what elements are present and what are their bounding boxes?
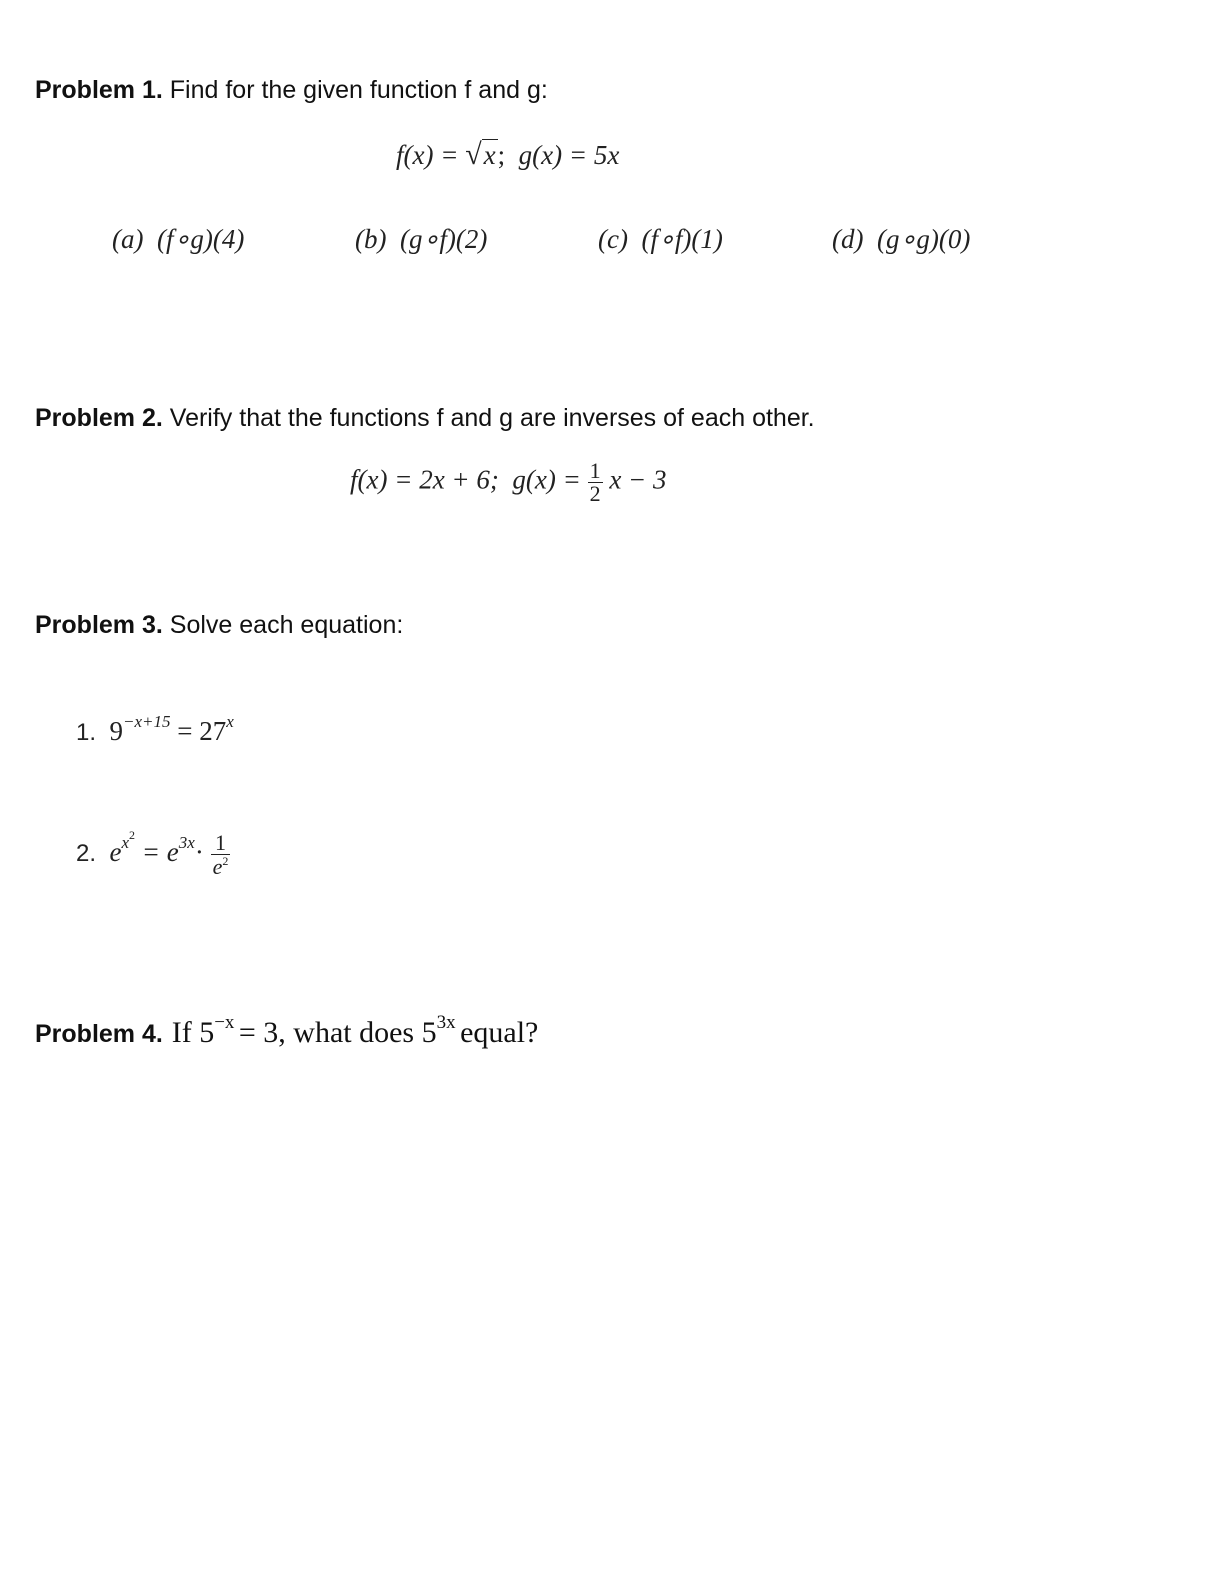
problem-3-text: Solve each equation: (169, 611, 404, 639)
equation-2-frac-numerator: 1 (214, 829, 226, 855)
equation-1-number: 1. (76, 719, 97, 746)
problem-1-equation (396, 138, 619, 172)
part-c-label: (c) (598, 224, 628, 254)
part-d-label: (d) (832, 224, 864, 254)
equation-1-base: 9 (109, 716, 124, 746)
equation-2-mid-exponent: 3x (178, 833, 195, 852)
part-a-label: (a) (112, 224, 144, 254)
problem-1-heading (35, 76, 548, 105)
sqrt-radicand: x (483, 140, 496, 170)
problem-3-heading (35, 611, 403, 640)
part-d (832, 224, 970, 255)
sqrt-expression: √x (465, 138, 496, 171)
problem-4-pre: If 5 (171, 1016, 215, 1049)
part-a-expr: (f∘g)(4) (156, 224, 245, 254)
equation-2-frac-denominator: e (212, 853, 223, 879)
eq-tail: x − 3 (609, 464, 667, 495)
problem-4-exp1: −x (214, 1012, 235, 1033)
problem-2-label: Problem 2. (35, 404, 163, 432)
part-a (112, 224, 244, 255)
problem-4-post: equal? (460, 1016, 539, 1049)
equation-2-exponent-power: 2 (129, 828, 136, 842)
fraction-denominator: 2 (589, 481, 601, 506)
part-b-expr: (g∘f)(2) (399, 224, 488, 254)
fraction-one-half (588, 460, 603, 505)
problem-4 (35, 1012, 538, 1050)
eq-g: g(x) = 5x (518, 140, 620, 170)
problem-2-text: Verify that the functions f and g are inverses of each other. (169, 404, 815, 432)
problem-1-label: Problem 1. (35, 76, 163, 104)
equation-2-mid: = e (141, 837, 179, 867)
equation-1-rhs-exponent: x (226, 712, 234, 731)
equation-2-base: e (109, 837, 122, 867)
equation-2 (76, 828, 230, 878)
eq-g-inverse: g(x) = (512, 464, 581, 495)
equation-1 (76, 712, 234, 747)
eq-separator: ; (497, 140, 506, 170)
part-d-expr: (g∘g)(0) (876, 224, 971, 254)
equation-1-exponent: −x+15 (123, 712, 171, 731)
equation-2-number: 2. (76, 840, 97, 867)
problem-4-mid: = 3, what does 5 (238, 1016, 437, 1049)
equation-1-rhs: = 27 (177, 716, 227, 746)
fraction-numerator: 1 (589, 458, 601, 483)
equation-2-frac-denominator-exponent: 2 (222, 853, 229, 868)
fraction-one-over-e-squared (211, 829, 231, 879)
part-b-label: (b) (355, 224, 387, 254)
problem-4-exp2: 3x (436, 1012, 456, 1033)
eq-f-inverse: f(x) = 2x + 6; (350, 464, 499, 495)
problem-2-equation (350, 460, 667, 505)
problem-3-label: Problem 3. (35, 611, 163, 639)
problem-1-text: Find for the given function f and g: (169, 76, 548, 104)
part-b (355, 224, 487, 255)
part-c (598, 224, 723, 255)
problem-4-label: Problem 4. (35, 1020, 163, 1048)
equation-2-dot: · (194, 837, 204, 867)
eq-f-lhs: f(x) = (396, 140, 459, 170)
problem-2-heading (35, 404, 815, 433)
part-c-expr: (f∘f)(1) (641, 224, 723, 254)
equation-2-exponent: x (121, 833, 130, 852)
